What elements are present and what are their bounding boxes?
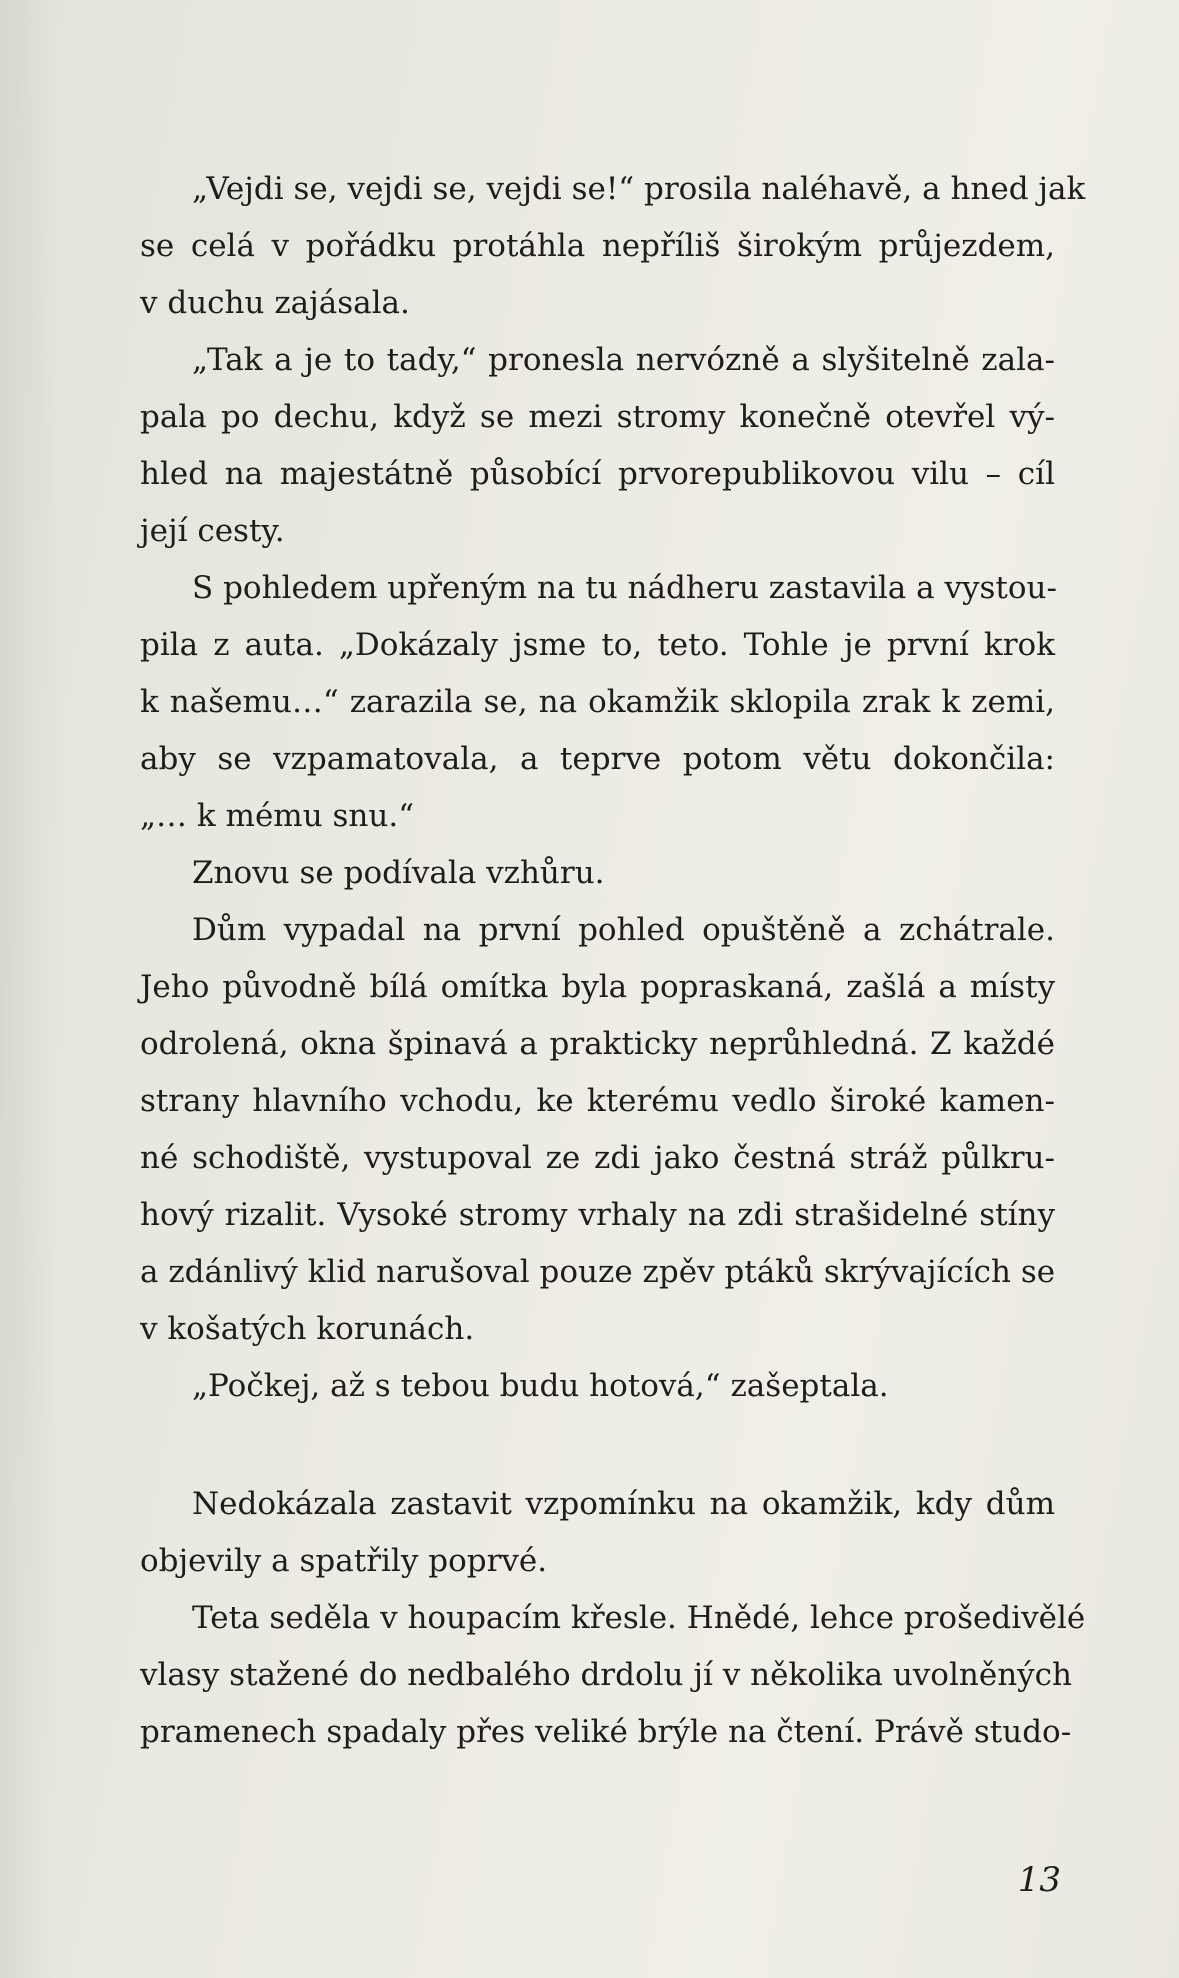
text-line: „Vejdi se, vejdi se, vejdi se!“ prosila naléhavě, a hned jak <box>192 171 1086 207</box>
text-line: pramenech spadaly přes veliké brýle na čtení. Právě studo- <box>140 1714 1072 1750</box>
text-line: „Tak a je to tady,“ pronesla nervózně a slyšitelně zala- <box>192 342 1055 378</box>
text-line: né schodiště, vystupoval ze zdi jako čestná stráž půlkru- <box>140 1140 1055 1176</box>
text-line: Nedokázala zastavit vzpomínku na okamžik, kdy dům <box>192 1486 1055 1522</box>
page-gutter-shadow <box>0 0 60 1978</box>
text-line: strany hlavního vchodu, ke kterému vedlo široké kamen- <box>140 1083 1055 1119</box>
text-line: hled na majestátně působící prvorepublikovou vilu – cíl <box>140 456 1055 492</box>
text-line: a zdánlivý klid narušoval pouze zpěv ptáků skrývajících se <box>140 1254 1056 1290</box>
text-line: Dům vypadal na první pohled opuštěně a zchátrale. <box>192 912 1055 948</box>
text-line: Teta seděla v houpacím křesle. Hnědé, lehce prošedivělé <box>192 1600 1086 1636</box>
text-line: S pohledem upřeným na tu nádheru zastavila a vystou- <box>192 570 1057 606</box>
text-line: v košatých korunách. <box>140 1311 475 1347</box>
text-section-1 <box>140 161 1086 1415</box>
text-line: v duchu zajásala. <box>140 285 410 321</box>
text-line: aby se vzpamatovala, a teprve potom větu dokončila: <box>140 741 1055 777</box>
text-line: pila z auta. „Dokázaly jsme to, teto. Tohle je první krok <box>140 627 1055 663</box>
text-line: „… k mému snu.“ <box>140 798 415 834</box>
text-line: k našemu…“ zarazila se, na okamžik sklopila zrak k zemi, <box>140 684 1055 720</box>
text-line: „Počkej, až s tebou budu hotová,“ zašeptala. <box>192 1368 889 1404</box>
text-line: objevily a spatřily poprvé. <box>140 1543 548 1579</box>
text-line: Znovu se podívala vzhůru. <box>192 855 605 891</box>
text-line: hový rizalit. Vysoké stromy vrhaly na zdi strašidelné stíny <box>140 1197 1055 1233</box>
text-line: pala po dechu, když se mezi stromy konečně otevřel vý- <box>140 399 1055 435</box>
text-line: její cesty. <box>140 513 285 549</box>
text-section-2 <box>140 1476 1086 1761</box>
text-line: vlasy stažené do nedbalého drdolu jí v několika uvolněných <box>140 1657 1072 1693</box>
text-line: odrolená, okna špinavá a prakticky neprůhledná. Z každé <box>140 1026 1055 1062</box>
text-line: se celá v pořádku protáhla nepříliš širokým průjezdem, <box>140 228 1055 264</box>
page-number: 13 <box>1017 1860 1061 1900</box>
text-line: Jeho původně bílá omítka byla popraskaná, zašlá a místy <box>140 969 1055 1005</box>
